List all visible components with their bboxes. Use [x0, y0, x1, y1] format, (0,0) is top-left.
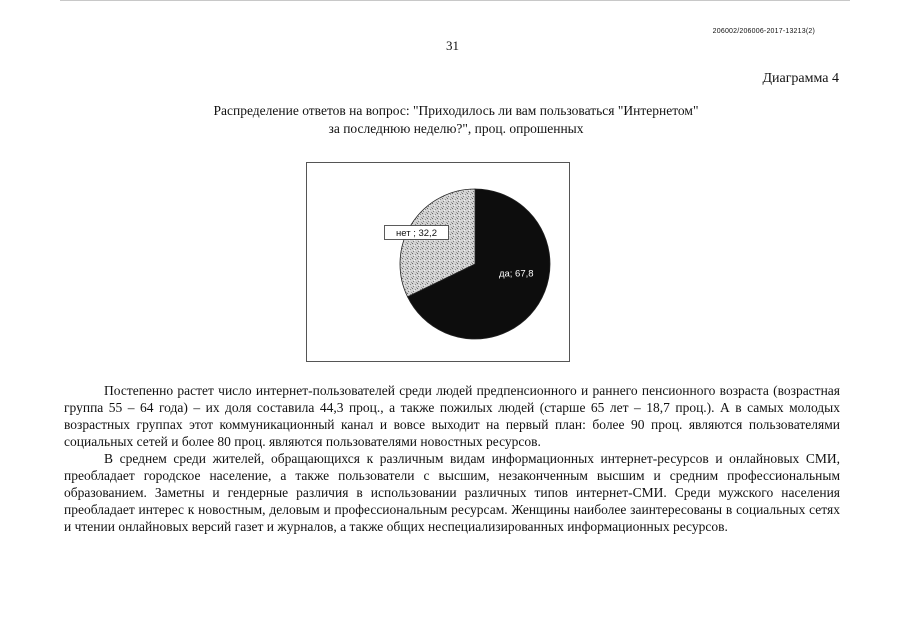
- pie-label-да: [499, 269, 534, 280]
- document-id: 206002/206006-2017-13213(2): [712, 28, 815, 35]
- chart-title-line-1: Распределение ответов на вопрос: "Приходилось ли вам пользоваться "Интернетом": [213, 103, 699, 118]
- pie-chart: [306, 162, 570, 362]
- pie-chart-svg: [307, 163, 569, 361]
- page-number: 31: [446, 38, 459, 53]
- paragraph-1: Постепенно растет число интернет-пользователей среди людей предпенсионного и раннего пенсионного возраста (возрастная группа 55 – 64 года) – их доля составила 44,3 проц., а также пожилых людей (старше 65 лет – 18,7 проц.). А в самых молодых возрастных группах этот коммуникационный канал и вовсе выходит на первый план: более 90 проц. являются пользователями социальных сетей и более 80 проц. являются пользователями новостных ресурсов.: [64, 383, 840, 449]
- body-text: [64, 382, 840, 535]
- chart-title-line-2: за последнюю неделю?", проц. опрошенных: [328, 121, 584, 136]
- pie-label-text-да: да; 67,8: [498, 268, 534, 280]
- diagram-label: Диаграмма 4: [762, 71, 839, 86]
- chart-title: [150, 102, 762, 138]
- scan-top-rule: [60, 0, 850, 1]
- pie-label-нет: [385, 226, 449, 240]
- paragraph-2: В среднем среди жителей, обращающихся к различным видам информационных интернет-ресурсов и онлайновых СМИ, преобладает городское население, а также пользователи с высшим, незаконченным высшим и средним профессиональным образованием. Заметны и гендерные различия в использовании различных типов интернет-СМИ. Среди мужского населения преобладает интерес к новостным, деловым и профессиональным ресурсам. Женщины наиболее заинтересованы в социальных сетях и чтении онлайновых версий газет и журналов, а также общих неспециализированных информационных ресурсов.: [64, 451, 840, 534]
- pie-label-text-нет: нет ; 32,2: [396, 228, 437, 239]
